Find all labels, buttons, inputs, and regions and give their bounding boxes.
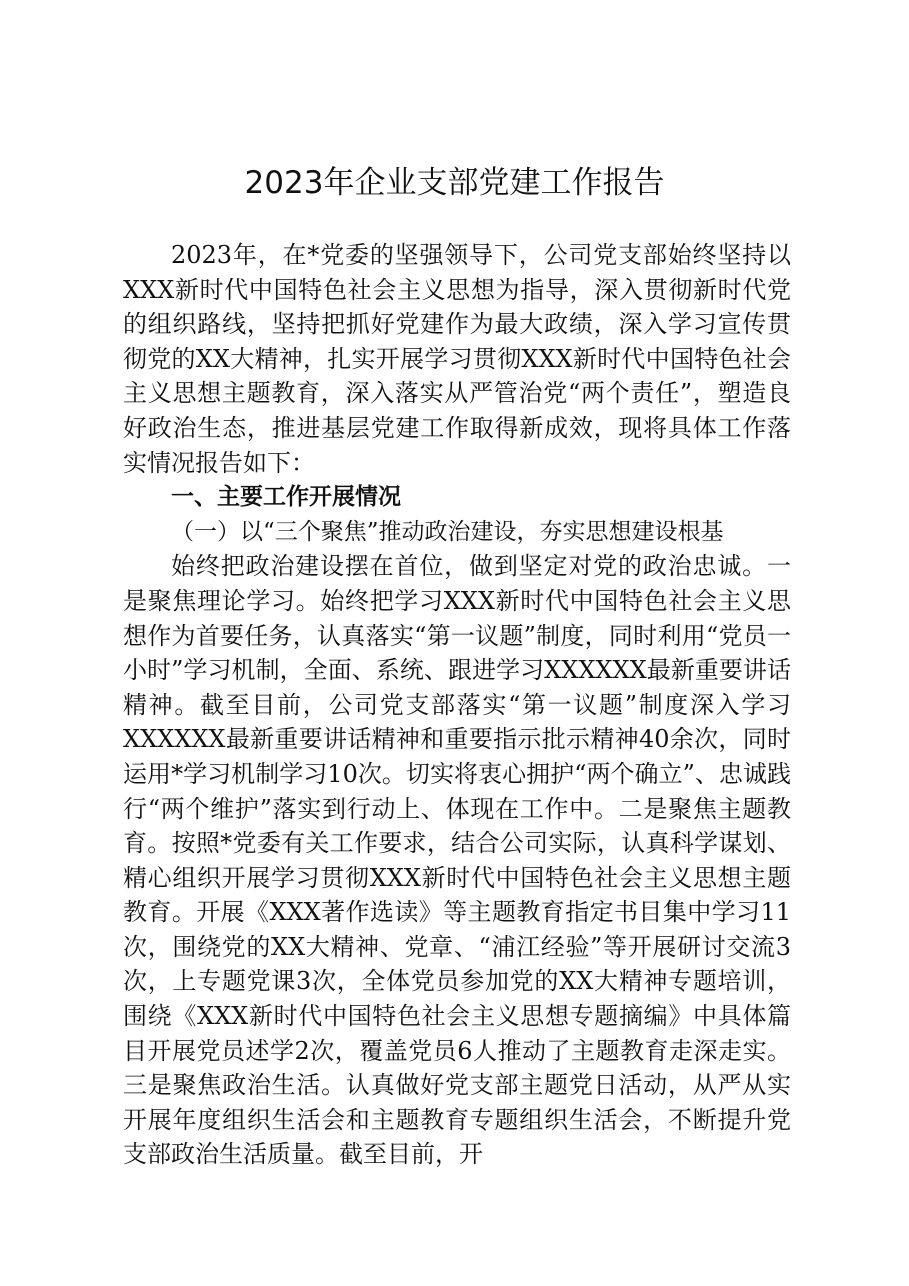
subsection-1-paragraph: 始终把政治建设摆在首位，做到坚定对党的政治忠诚。一是聚焦理论学习。始终把学习XXX新时代中国特色社会主义思想作为首要任务，认真落实“第一议题”制度，同时利用“党员一小时”学习机制，全面、系统、跟进学习XXXXXX最新重要讲话精神。截至目前，公司党支部落实“第一议题”制度深入学习XXXXXX最新重要讲话精神和重要指示批示精神40余次，同时运用*学习机制学习10次。切实将衷心拥护“两个确立”、忠诚践行“两个维护”落实到行动上、体现在工作中。二是聚焦主题教育。按照*党委有关工作要求，结合公司实际，认真科学谋划、精心组织开展学习贯彻XXX新时代中国特色社会主义思想主题教育。开展《XXX著作选读》等主题教育指定书目集中学习11次，围绕党的XX大精神、党章、“浦江经验”等开展研讨交流3次，上专题党课3次，全体党员参加党的XX大精神专题培训，围绕《XXX新时代中国特色社会主义思想专题摘编》中具体篇目开展党员述学2次，覆盖党员6人推动了主题教育走深走实。三是聚焦政治生活。认真做好党支部主题党日活动，从严从实开展年度组织生活会和主题教育专题组织生活会，不断提升党支部政治生活质量。截至目前，开 [123,552,791,1169]
document-body [123,238,791,1172]
document-title: 2023年企业支部党建工作报告 [244,165,665,201]
subsection-heading-1: （一）以“三个聚焦”推动政治建设，夯实思想建设根基 [171,518,724,545]
section-heading-1: 一、主要工作开展情况 [171,484,401,511]
intro-paragraph: 2023年，在*党委的坚强领导下，公司党支部始终坚持以XXX新时代中国特色社会主义思想为指导，深入贯彻新时代党的组织路线，坚持把抓好党建作为最大政绩，深入学习宣传贯彻党的XX大精神，扎实开展学习贯彻XXX新时代中国特色社会主义思想主题教育，深入落实从严管治党“两个责任”，塑造良好政治生态，推进基层党建工作取得新成效，现将具体工作落实情况报告如下： [123,241,791,477]
